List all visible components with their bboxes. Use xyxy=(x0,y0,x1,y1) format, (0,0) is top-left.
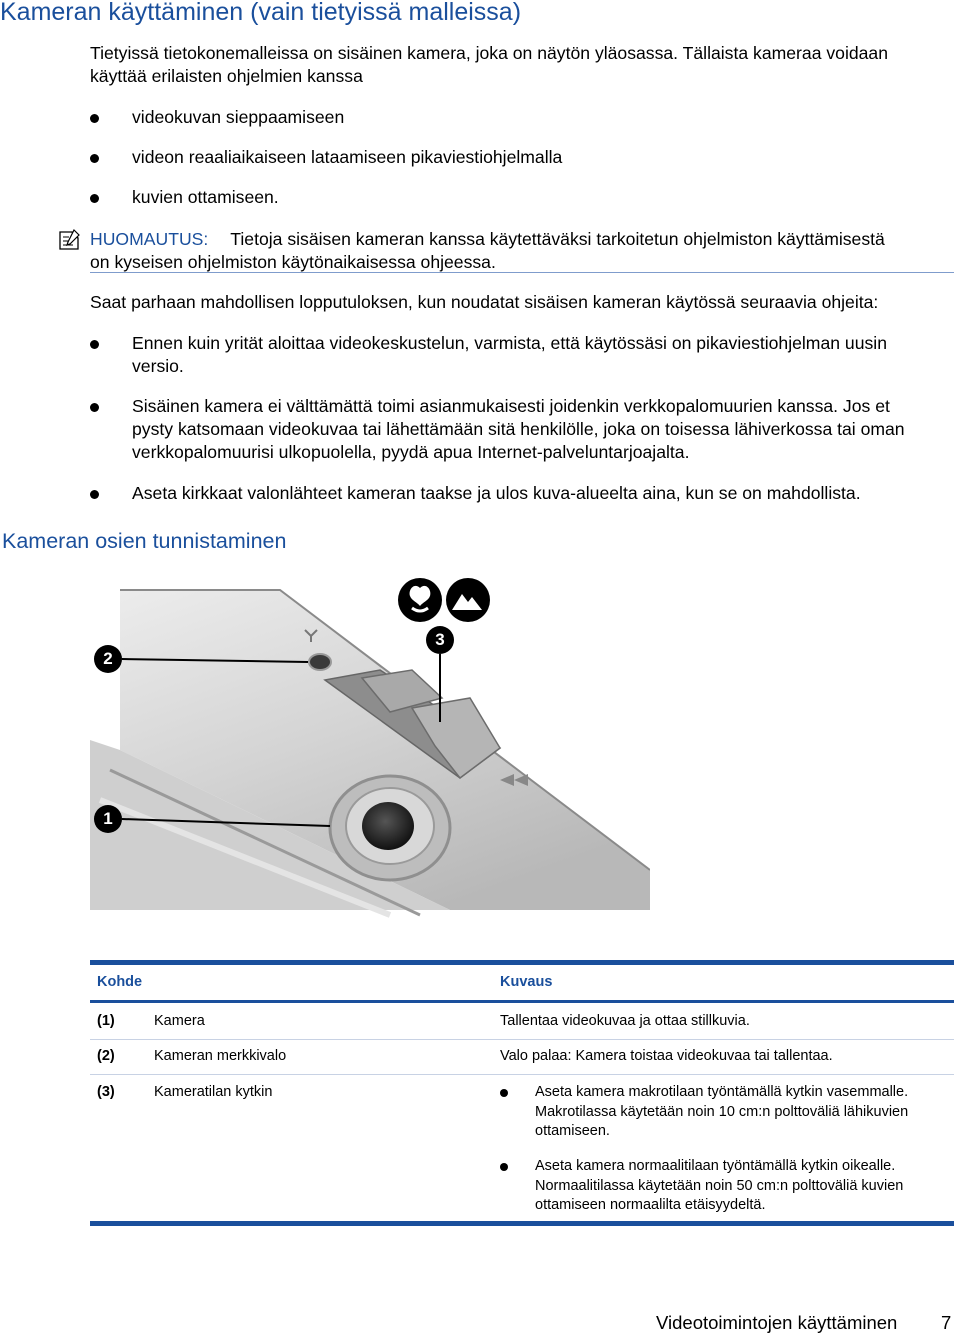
callout-3: 3 xyxy=(435,630,445,649)
page-title: Kameran käyttäminen (vain tietyissä malleissa) xyxy=(0,0,522,26)
bullet-icon xyxy=(90,403,99,412)
bullet-icon xyxy=(90,340,99,349)
bullet-icon xyxy=(90,114,99,123)
table-header-item: Kohde xyxy=(97,974,143,990)
bullet-icon xyxy=(500,1089,508,1097)
row-item: Kameran merkkivalo xyxy=(154,1048,287,1064)
callout-2: 2 xyxy=(103,649,113,668)
table-bottom-rule xyxy=(90,1221,954,1226)
table-header-description: Kuvaus xyxy=(500,974,553,990)
callout-1: 1 xyxy=(103,809,113,828)
bullet-icon xyxy=(90,490,99,499)
row-divider xyxy=(90,1039,954,1040)
row-item: Kameratilan kytkin xyxy=(154,1084,273,1100)
row-description: Tallentaa videokuvaa ja ottaa stillkuvia. xyxy=(500,1013,750,1029)
tips-intro: Saat parhaan mahdollisen lopputuloksen, kun noudatat sisäisen kameran käytössä seuraavia ohjeita: xyxy=(90,292,879,312)
note-icon xyxy=(58,229,80,251)
note-label: HUOMAUTUS: xyxy=(90,229,209,249)
row-item: Kamera xyxy=(154,1013,205,1029)
note-divider xyxy=(90,272,954,273)
camera-illustration xyxy=(90,570,650,930)
bullet-icon xyxy=(500,1163,508,1171)
row-description: Valo palaa: Kamera toistaa videokuvaa tai tallentaa. xyxy=(500,1048,833,1064)
table-top-rule xyxy=(90,960,954,965)
note-block: HUOMAUTUS: Tietoja sisäisen kameran kanssa käytettäväksi tarkoitetun ohjelmiston käyttämisestä on kyseisen ohjelmiston käytönaikaisessa ohjeessa. xyxy=(90,229,885,272)
row-number: (1) xyxy=(97,1013,115,1029)
bullet-icon xyxy=(90,154,99,163)
section-title: Kameran osien tunnistaminen xyxy=(2,529,287,553)
table-header-rule xyxy=(90,1000,954,1003)
row-number: (3) xyxy=(97,1084,115,1100)
page-number: 7 xyxy=(941,1312,952,1333)
row-number: (2) xyxy=(97,1048,115,1064)
bullet-icon xyxy=(90,194,99,203)
intro-paragraph: Tietyissä tietokonemalleissa on sisäinen kamera, joka on näytön yläosassa. Tällaista kameraa voidaan käyttää erilaisten ohjelmien kanssa xyxy=(90,43,889,86)
row-divider xyxy=(90,1074,954,1075)
footer-section-title: Videotoimintojen käyttäminen xyxy=(656,1312,898,1333)
